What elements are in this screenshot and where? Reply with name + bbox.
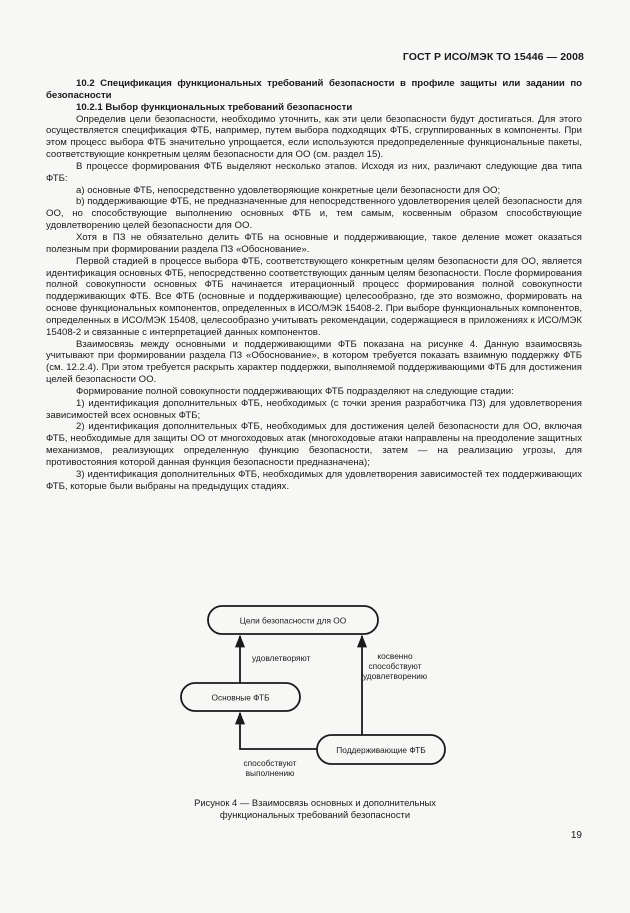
label-indirect-1: косвенно — [377, 651, 413, 661]
list-item: b) поддерживающие ФТБ, не предназначенные для непосредственного удовлетворения целей безопасности для ОО, но способствующие выполнению основных ФТБ и, тем самым, косвенным образом способствующие удовлетворению целей безопасности для ОО. — [46, 196, 582, 232]
list-item: 1) идентификация дополнительных ФТБ, необходимых (с точки зрения разработчика ПЗ) для удовлетворения зависимостей всех основных ФТБ; — [46, 397, 582, 421]
arrow-support-to-main — [240, 713, 317, 749]
paragraph: Определив цели безопасности, необходимо уточнить, как эти цели безопасности будут достигаться. Для этого осуществляется спецификация ФТБ, например, путем выбора подходящих ФТБ, сгруппированных в компоненты. При этом процесс выбора ФТБ значительно упрощается, если используются предопределенные функциональные пакеты, соответствующие конкретным целям безопасности для ОО (см. раздел 15). — [46, 113, 582, 161]
paragraph: Хотя в ПЗ не обязательно делить ФТБ на основные и поддерживающие, такое деление может оказаться полезным при формировании раздела ПЗ «Обоснование». — [46, 231, 582, 255]
subsection-heading: 10.2.1 Выбор функциональных требований безопасности — [76, 101, 353, 113]
list-item: 2) идентификация дополнительных ФТБ, необходимых для достижения целей безопасности для ОО, включая ФТБ, необходимые для защиты ОО от многоходовых атак (многоходовые атаки направлены на преодоление защитных механизмов, реализующих определенную функцию безопасности, затем — на реализацию угрозы, для противостояния которой данная функция безопасности предназначена); — [46, 421, 582, 468]
box-main-ftb — [181, 683, 300, 711]
list-item: а) основные ФТБ, непосредственно удовлетворяющие конкретные цели безопасности для ОО; — [76, 184, 501, 196]
figure-caption — [150, 797, 480, 821]
label-assist-2: выполнению — [245, 768, 295, 778]
paragraph: Первой стадией в процессе выбора ФТБ, соответствующего конкретным целям безопасности для ОО, является идентификация основных ФТБ, непосредственно соответствующих данным целям безопасности. После формирования полной совокупности основных ФТБ начинается итерационный процесс формирования полной совокупности поддерживающих ФТБ. Все ФТБ (основные и поддерживающие) целесообразно, где это возможно, формировать на основе функциональных компонентов, определенных в ИСО/МЭК 15408-2. При выборе функциональных компонентов, определенных в ИСО/МЭК 15408, целесообразно учитывать рекомендации, содержащиеся в приложениях к ИСО/МЭК 15408-2 и связанные с интерпретацией данных компонентов. — [46, 255, 582, 338]
caption-line: функциональных требований безопасности — [219, 809, 411, 820]
caption-line: Рисунок 4 — Взаимосвязь основных и дополнительных — [194, 797, 436, 808]
box-support-ftb — [317, 735, 445, 764]
box-security-goals — [208, 606, 378, 634]
paragraph: В процессе формирования ФТБ выделяют несколько этапов. Исходя из них, различают следующие два типа ФТБ: — [46, 160, 582, 184]
label-indirect-2: способствуют — [368, 661, 422, 671]
box-security-goals-label: Цели безопасности для ОО — [239, 615, 347, 626]
paragraph: Формирование полной совокупности поддерживающих ФТБ подразделяют на следующие стадии: — [76, 385, 514, 397]
list-item: 3) идентификация дополнительных ФТБ, необходимых для удовлетворения зависимостей тех поддерживающих ФТБ, которые были выбраны на предыдущих стадиях. — [46, 468, 582, 492]
paragraph: Взаимосвязь между основными и поддерживающими ФТБ показана на рисунке 4. Данную взаимосвязь учитывают при формировании раздела ПЗ «Обоснование», в котором требуется показать взаимную поддержку ФТБ (см. 12.2.4). При этом требуется раскрыть характер поддержки, выполняемой поддерживающими ФТБ для достижения целей безопасности ОО. — [46, 338, 582, 386]
page-number: 19 — [570, 830, 582, 841]
label-assist-1: способствуют — [243, 758, 297, 768]
box-support-ftb-label: Поддерживающие ФТБ — [336, 745, 426, 755]
box-main-ftb-label: Основные ФТБ — [211, 692, 270, 703]
label-satisfy: удовлетворяют — [252, 653, 311, 663]
document-header: ГОСТ Р ИСО/МЭК ТО 15446 — 2008 — [402, 51, 584, 63]
section-heading: 10.2 Спецификация функциональных требований безопасности в профиле защиты или задании по безопасности — [46, 78, 582, 101]
label-indirect-3: удовлетворению — [362, 671, 428, 681]
